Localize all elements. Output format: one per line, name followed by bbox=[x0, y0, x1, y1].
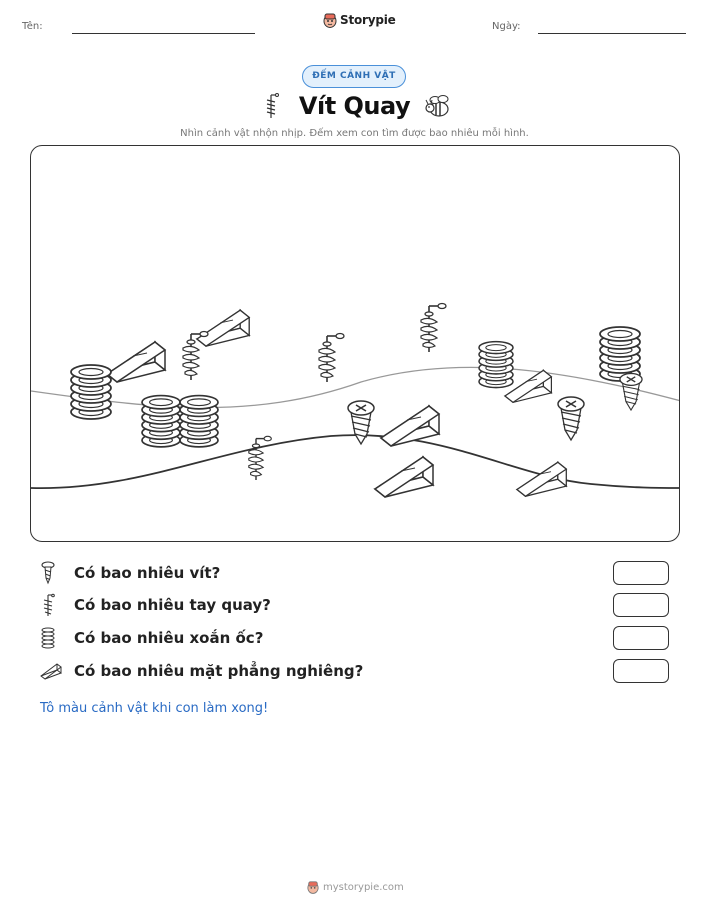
ramp-4 bbox=[381, 406, 439, 446]
category-badge: ĐẾM CẢNH VẬT bbox=[302, 65, 406, 88]
spring-2 bbox=[142, 396, 180, 447]
answer-box-screws[interactable] bbox=[613, 561, 669, 585]
ramp-1 bbox=[107, 342, 165, 382]
name-line[interactable] bbox=[72, 33, 255, 34]
ramp-2 bbox=[197, 310, 249, 346]
screw-1 bbox=[348, 401, 374, 444]
website-url: mystorypie.com bbox=[323, 881, 404, 893]
screw-3 bbox=[620, 373, 642, 410]
counting-scene[interactable] bbox=[30, 145, 680, 542]
crank-2 bbox=[319, 334, 344, 383]
question-row bbox=[40, 659, 670, 683]
screw-icon bbox=[40, 561, 62, 585]
question-text: Có bao nhiêu tay quay? bbox=[74, 596, 271, 614]
screw-2 bbox=[558, 397, 584, 440]
bee-icon bbox=[424, 92, 452, 120]
crank-4 bbox=[249, 436, 271, 480]
site-footer bbox=[307, 880, 404, 894]
spring-4 bbox=[479, 342, 513, 388]
brand-logo bbox=[323, 12, 396, 28]
scene-illustration bbox=[31, 146, 680, 542]
ramp-5 bbox=[375, 457, 433, 497]
inclined-plane-icon bbox=[40, 659, 62, 683]
coloring-note: Tô màu cảnh vật khi con làm xong! bbox=[40, 701, 269, 716]
name-label: Tên: bbox=[22, 21, 43, 32]
page-title: Vít Quay bbox=[298, 92, 411, 120]
question-text: Có bao nhiêu xoắn ốc? bbox=[74, 629, 264, 647]
question-row bbox=[40, 561, 670, 585]
crank-3 bbox=[421, 304, 446, 353]
answer-box-ramps[interactable] bbox=[613, 659, 669, 683]
spring-5 bbox=[600, 327, 640, 381]
date-line[interactable] bbox=[538, 33, 686, 34]
crank-icon bbox=[40, 593, 62, 617]
coil-spring-icon bbox=[40, 626, 62, 650]
question-text: Có bao nhiêu mặt phẳng nghiêng? bbox=[74, 662, 364, 680]
answer-box-springs[interactable] bbox=[613, 626, 669, 650]
spring-3 bbox=[180, 396, 218, 447]
date-label: Ngày: bbox=[492, 21, 521, 32]
storypie-mascot-icon bbox=[307, 880, 319, 894]
answer-box-cranks[interactable] bbox=[613, 593, 669, 617]
question-row bbox=[40, 626, 670, 650]
question-row bbox=[40, 593, 670, 617]
brand-name: Storypie bbox=[340, 13, 396, 27]
storypie-mascot-icon bbox=[323, 12, 337, 28]
instructions: Nhìn cảnh vật nhộn nhịp. Đếm xem con tìm được bao nhiêu mỗi hình. bbox=[180, 128, 529, 139]
ramp-6 bbox=[517, 462, 566, 496]
spring-1 bbox=[71, 365, 111, 419]
question-text: Có bao nhiêu vít? bbox=[74, 564, 221, 582]
